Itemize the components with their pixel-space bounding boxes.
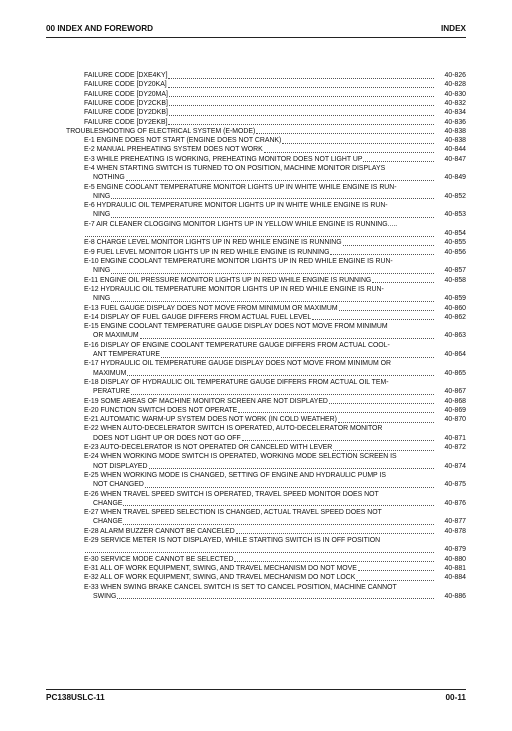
toc-leader-dots: [236, 533, 434, 534]
toc-entry[interactable]: [84, 118, 466, 127]
toc-leader-dots: [329, 403, 434, 404]
toc-leader-dots: [264, 152, 434, 153]
toc-entry-title-continued: ANT TEMPERATURE: [93, 350, 161, 358]
toc-entry[interactable]: [84, 536, 466, 555]
toc-leader-dots: [127, 375, 434, 376]
toc-leader-dots: [117, 598, 434, 599]
toc-entry-title: E-18 DISPLAY OF HYDRAULIC OIL TEMPERATURE GAUGE DIFFERS FROM ACTUAL OIL TEM-: [84, 378, 389, 386]
toc-leader-dots: [123, 505, 434, 506]
toc-leader-dots: [256, 133, 434, 134]
toc-leader-dots: [339, 310, 434, 311]
toc-page-ref: 40-844: [444, 146, 466, 154]
toc-entry[interactable]: [84, 490, 466, 509]
toc-page-ref: 40-884: [444, 574, 466, 582]
toc-leader-dots: [372, 282, 434, 283]
toc-leader-dots: [85, 236, 434, 237]
toc-leader-dots: [330, 254, 434, 255]
toc-entry-title: FAILURE CODE [DXE4KY]: [84, 72, 168, 79]
toc-entry-title: E-5 ENGINE COOLANT TEMPERATURE MONITOR LIGHTS UP IN WHITE WHILE ENGINE IS RUN-: [84, 183, 397, 191]
toc-entry-title: E-16 DISPLAY OF ENGINE COOLANT TEMPERATURE GAUGE DIFFERS FROM ACTUAL COOL-: [84, 341, 390, 349]
toc-page-ref: 40-859: [444, 295, 466, 303]
toc-entry-title-continued: PERATURE: [93, 388, 131, 396]
toc-entry[interactable]: [84, 341, 466, 360]
toc-entry-title: E-20 FUNCTION SWITCH DOES NOT OPERATE: [84, 406, 238, 414]
toc-entry-title: E-24 WHEN WORKING MODE SWITCH IS OPERATED, WORKING MODE SELECTION SCREEN IS: [84, 453, 397, 461]
toc-entry-title: FAILURE CODE [DY20MA]: [84, 90, 168, 98]
toc-leader-dots: [123, 524, 434, 525]
toc-entry[interactable]: [84, 201, 466, 220]
toc-entry[interactable]: [84, 285, 466, 304]
toc-leader-dots: [149, 468, 434, 469]
toc-entry-title: E-27 WHEN TRAVEL SPEED SELECTION IS CHANGED, ACTUAL TRAVEL SPEED DOES NOT: [84, 509, 382, 517]
toc-entry-title: E-8 CHARGE LEVEL MONITOR LIGHTS UP IN RED WHILE ENGINE IS RUNNING: [84, 239, 342, 247]
toc-page-ref: 40-828: [444, 81, 466, 89]
toc-entry[interactable]: [84, 359, 466, 378]
toc-page-ref: 40-860: [444, 304, 466, 312]
toc-page-ref: 40-872: [444, 444, 466, 451]
toc-entry-title: E-30 SERVICE MODE CANNOT BE SELECTED: [84, 555, 234, 563]
toc-leader-dots: [343, 245, 434, 246]
toc-entry-title-continued: NING: [93, 295, 111, 303]
toc-page-ref: 40-853: [444, 211, 466, 219]
toc-entry-title: E-7 AIR CLEANER CLOGGING MONITOR LIGHTS UP IN YELLOW WHILE ENGINE IS RUNNING.....: [84, 220, 398, 228]
toc-page-ref: 40-858: [444, 276, 466, 284]
toc-entry-title: E-33 WHEN SWING BRAKE CANCEL SWITCH IS SET TO CANCEL POSITION, MACHINE CANNOT: [84, 583, 397, 591]
toc-leader-dots: [145, 487, 434, 488]
toc-leader-dots: [242, 440, 434, 441]
page-header: [46, 24, 466, 38]
toc-entry[interactable]: [84, 424, 466, 443]
toc-entry-title-continued: SWING: [93, 592, 117, 600]
toc-entry-title: E-31 ALL OF WORK EQUIPMENT, SWING, AND TRAVEL MECHANISM DO NOT MOVE: [84, 564, 357, 572]
toc-entry-title: E-1 ENGINE DOES NOT START (ENGINE DOES NOT CRANK): [84, 137, 282, 145]
toc-page-ref: 40-878: [444, 527, 466, 535]
toc-entry-title: E-2 MANUAL PREHEATING SYSTEM DOES NOT WORK: [84, 146, 263, 154]
toc-entry[interactable]: [84, 527, 466, 536]
toc-entry-title: E-32 ALL OF WORK EQUIPMENT, SWING, AND TRAVEL MECHANISM DO NOT LOCK: [84, 574, 356, 582]
toc-entry-title: TROUBLESHOOTING OF ELECTRICAL SYSTEM (E-MODE): [66, 127, 256, 135]
toc-entry[interactable]: [84, 583, 466, 602]
toc-entry-title-continued: NING: [93, 267, 111, 275]
toc-entry-title-continued: NING: [93, 211, 111, 219]
toc-page-ref: 40-876: [444, 499, 466, 507]
toc-entry[interactable]: [84, 238, 466, 247]
toc-page-ref: 40-830: [444, 90, 466, 98]
toc-page-ref: 40-871: [444, 434, 466, 442]
toc-page-ref: 40-870: [444, 416, 466, 424]
toc-page-ref: 40-886: [444, 592, 466, 600]
toc-entry[interactable]: [84, 71, 466, 80]
toc-entry[interactable]: [84, 573, 466, 582]
toc-entry[interactable]: [84, 452, 466, 471]
toc-leader-dots: [168, 78, 434, 79]
toc-page-ref: 40-834: [444, 109, 466, 117]
toc-entry-title: E-14 DISPLAY OF FUEL GAUGE DIFFERS FROM ACTUAL FUEL LEVEL: [84, 313, 312, 321]
toc-entry[interactable]: [84, 248, 466, 257]
toc-page-ref: 40-865: [444, 369, 466, 377]
toc-page-ref: 40-849: [444, 174, 466, 182]
toc-page-ref: 40-874: [444, 462, 466, 470]
toc-entry[interactable]: [84, 90, 466, 99]
toc-leader-dots: [238, 412, 434, 413]
toc-entry-title: E-25 WHEN WORKING MODE IS CHANGED, SETTING OF ENGINE AND HYDRAULIC PUMP IS: [84, 471, 386, 479]
toc-page-ref: 40-863: [444, 332, 466, 340]
toc-page-ref: 40-836: [444, 118, 466, 126]
toc-page-ref: 40-881: [444, 564, 466, 572]
toc-entry[interactable]: [84, 313, 466, 322]
toc-leader-dots: [363, 161, 434, 162]
toc-entry[interactable]: [84, 378, 466, 397]
toc-leader-dots: [131, 394, 434, 395]
toc-page-ref: 40-868: [444, 397, 466, 405]
toc-page-ref: 40-856: [444, 248, 466, 256]
toc-leader-dots: [358, 570, 434, 571]
toc-entry-title: FAILURE CODE [DY2DKB]: [84, 109, 168, 117]
toc-page-ref: 40-867: [444, 388, 466, 396]
toc-leader-dots: [282, 143, 434, 144]
toc-leader-dots: [111, 273, 434, 274]
toc-page-ref: 40-852: [444, 192, 466, 200]
toc-entry-title: E-6 HYDRAULIC OIL TEMPERATURE MONITOR LIGHTS UP IN WHITE WHILE ENGINE IS RUN-: [84, 202, 388, 210]
toc-leader-dots: [333, 450, 434, 451]
toc-entry-title: E-12 HYDRAULIC OIL TEMPERATURE MONITOR LIGHTS UP IN RED WHILE ENGINE IS RUN-: [84, 285, 384, 293]
toc-leader-dots: [140, 338, 434, 339]
toc-entry-title-continued: DOES NOT LIGHT UP OR DOES NOT GO OFF: [93, 434, 241, 442]
toc-leader-dots: [168, 124, 434, 125]
toc-entry-title: E-26 WHEN TRAVEL SPEED SWITCH IS OPERATED, TRAVEL SPEED MONITOR DOES NOT: [84, 490, 379, 498]
toc-entry-title-continued: NOT DISPLAYED: [93, 462, 148, 470]
toc-page-ref: 40-826: [444, 72, 466, 79]
toc-leader-dots: [111, 198, 434, 199]
toc-page-ref: 40-875: [444, 481, 466, 489]
toc-page-ref: 40-832: [444, 99, 466, 107]
toc-leader-dots: [85, 552, 434, 553]
toc-entry[interactable]: [84, 257, 466, 276]
toc-entry-title: FAILURE CODE [DY2CKB]: [84, 99, 168, 107]
toc-entry-title: FAILURE CODE [DY20KA]: [84, 81, 167, 89]
toc-page-ref: 40-880: [444, 555, 466, 563]
toc-entry[interactable]: [84, 220, 466, 239]
toc-page-ref: 40-857: [444, 267, 466, 275]
toc-entry-title: E-4 WHEN STARTING SWITCH IS TURNED TO ON POSITION, MACHINE MONITOR DISPLAYS: [84, 165, 386, 172]
toc-entry[interactable]: [84, 99, 466, 108]
toc-entry-title-continued: NING: [93, 192, 111, 200]
toc-entry[interactable]: [84, 164, 466, 183]
toc-leader-dots: [161, 357, 434, 358]
toc-page-ref: 40-838: [444, 127, 466, 135]
toc-entry-title: E-23 AUTO-DECELERATOR IS NOT OPERATED OR CANCELED WITH LEVER: [84, 444, 333, 451]
toc-page-ref: 40-877: [444, 518, 466, 526]
toc-entry-title: E-10 ENGINE COOLANT TEMPERATURE MONITOR LIGHTS UP IN RED WHILE ENGINE IS RUN-: [84, 258, 393, 265]
toc-entry-title-continued: NOT CHANGED: [93, 481, 144, 489]
toc-page-ref: 40-854: [444, 230, 466, 238]
toc-leader-dots: [234, 561, 434, 562]
toc-entry-title-continued: NOTHING: [93, 174, 125, 182]
page-number: 00-11: [445, 693, 466, 702]
toc-leader-dots: [126, 180, 434, 181]
toc-page-ref: 40-864: [444, 350, 466, 358]
toc-entry-title-continued: CHANGE: [93, 518, 123, 526]
toc-entry-title-continued: OR MAXIMUM: [93, 332, 139, 340]
toc-page-ref: 40-879: [444, 546, 466, 554]
toc-page-ref: 40-869: [444, 406, 466, 414]
toc-entry[interactable]: [84, 564, 466, 573]
toc-entry-title: E-3 WHILE PREHEATING IS WORKING, PREHEATING MONITOR DOES NOT LIGHT UP: [84, 155, 363, 163]
toc-page-ref: 40-862: [444, 313, 466, 321]
toc-entry-title: E-19 SOME AREAS OF MACHINE MONITOR SCREEN ARE NOT DISPLAYED: [84, 397, 328, 405]
toc-leader-dots: [168, 87, 434, 88]
toc-page-ref: 40-838: [444, 137, 466, 145]
model-number: PC138USLC-11: [46, 693, 105, 702]
toc-entry[interactable]: [84, 397, 466, 406]
toc-entry-title-continued: MAXIMUM: [93, 369, 127, 377]
toc-leader-dots: [312, 319, 434, 320]
toc-leader-dots: [169, 96, 434, 97]
page-footer: [46, 689, 466, 702]
toc-entry-title: E-21 AUTOMATIC WARM-UP SYSTEM DOES NOT WORK (IN COLD WEATHER): [84, 416, 337, 424]
toc-entry[interactable]: [84, 471, 466, 490]
toc-entry[interactable]: [84, 183, 466, 202]
toc-entry[interactable]: [66, 127, 466, 136]
toc-entry-title: E-28 ALARM BUZZER CANNOT BE CANCELED: [84, 527, 235, 535]
toc-entry-title: E-11 ENGINE OIL PRESSURE MONITOR LIGHTS UP IN RED WHILE ENGINE IS RUNNING: [84, 276, 372, 284]
toc-leader-dots: [111, 217, 434, 218]
toc-page-ref: 40-847: [444, 155, 466, 163]
toc-entry-title: E-22 WHEN AUTO-DECELERATOR SWITCH IS OPERATED, AUTO-DECELERATOR MONITOR: [84, 425, 383, 433]
toc-entry[interactable]: [84, 555, 466, 564]
toc-entry[interactable]: [84, 508, 466, 527]
toc-entry[interactable]: [84, 80, 466, 89]
toc-leader-dots: [169, 105, 434, 106]
toc-entry-title: E-17 HYDRAULIC OIL TEMPERATURE GAUGE DISPLAY DOES NOT MOVE FROM MINIMUM OR: [84, 360, 391, 368]
toc-entry-title: E-13 FUEL GAUGE DISPLAY DOES NOT MOVE FROM MINIMUM OR MAXIMUM: [84, 304, 338, 312]
section-title: 00 INDEX AND FOREWORD: [46, 24, 154, 33]
toc-leader-dots: [356, 580, 434, 581]
toc-entry[interactable]: [84, 136, 466, 145]
toc-entry[interactable]: [84, 145, 466, 154]
toc-entry[interactable]: [84, 415, 466, 424]
toc-entry-title: E-29 SERVICE METER IS NOT DISPLAYED, WHILE STARTING SWITCH IS IN OFF POSITION: [84, 537, 381, 544]
toc-leader-dots: [111, 301, 434, 302]
toc-entry-title: E-15 ENGINE COOLANT TEMPERATURE GAUGE DISPLAY DOES NOT MOVE FROM MINIMUM: [84, 323, 388, 331]
toc-entry[interactable]: [84, 406, 466, 415]
toc-entry[interactable]: [84, 155, 466, 164]
toc-entry[interactable]: [84, 304, 466, 313]
toc-entry[interactable]: [84, 276, 466, 285]
toc-entry-title: E-9 FUEL LEVEL MONITOR LIGHTS UP IN RED WHILE ENGINE IS RUNNING: [84, 248, 330, 256]
toc-entry-title: FAILURE CODE [DY2EKB]: [84, 118, 168, 126]
toc-entry[interactable]: [84, 322, 466, 341]
header-index-label: INDEX: [440, 24, 466, 33]
toc-page-ref: 40-855: [444, 239, 466, 247]
toc-entry[interactable]: [84, 108, 466, 117]
toc-leader-dots: [169, 115, 434, 116]
toc-leader-dots: [338, 422, 434, 423]
toc-entry[interactable]: [84, 443, 466, 452]
toc-entry-title-continued: CHANGE: [93, 499, 123, 507]
